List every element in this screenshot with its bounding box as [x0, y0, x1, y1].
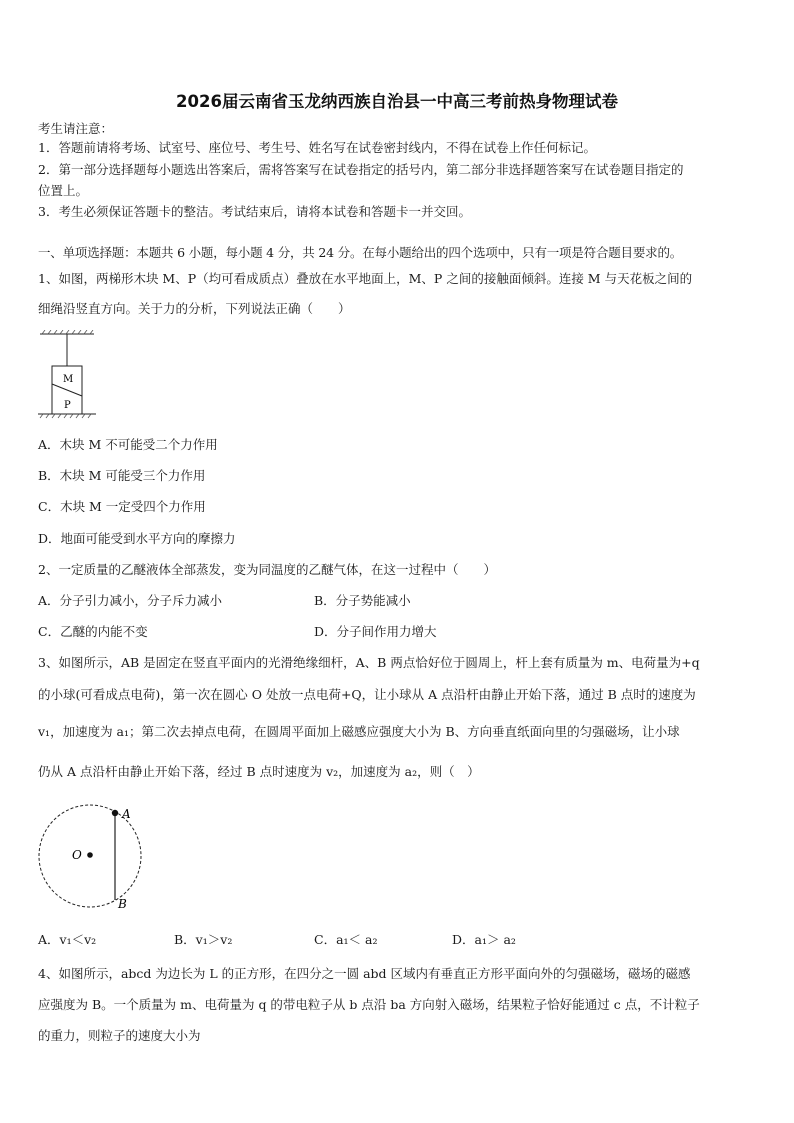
- notice-heading: 考生请注意：: [38, 121, 114, 136]
- q4-stem-line1: 4、如图所示，abcd 为边长为 L 的正方形，在四分之一圆 abd 区域内有垂直正方形平面向外的匀强磁场，磁场的磁感: [38, 966, 691, 981]
- q1-option-c: C．木块 M 一定受四个力作用: [38, 499, 206, 514]
- notice-item-3: 3．考生必须保证答题卡的整洁。考试结束后，请将本试卷和答题卡一并交回。: [38, 204, 471, 219]
- q3-figure: [34, 804, 154, 912]
- q1-figure-label-p: P: [64, 400, 71, 411]
- q1-stem-line1: 1、如图，两梯形木块 M、P（均可看成质点）叠放在水平地面上，M、P 之间的接触面倾斜。连接 M 与天花板之间的: [38, 271, 693, 286]
- notice-item-2-cont: 位置上。: [38, 183, 89, 198]
- q3-stem-line2: 的小球(可看成点电荷)，第一次在圆心 O 处放一点电荷+Q，让小球从 A 点沿杆由静止开始下落，通过 B 点时的速度为: [38, 687, 696, 702]
- q1-option-a: A．木块 M 不可能受二个力作用: [38, 437, 218, 452]
- q3-option-a: A．v₁＜v₂: [38, 932, 97, 947]
- section-heading: 一、单项选择题：本题共 6 小题，每小题 4 分，共 24 分。在每小题给出的四个选项中，只有一项是符合题目要求的。: [38, 245, 683, 260]
- q3-figure-label-o: O: [72, 848, 82, 862]
- q2-option-d: D．分子间作用力增大: [314, 624, 437, 639]
- q3-option-b: B．v₁＞v₂: [174, 932, 233, 947]
- q1-option-b: B．木块 M 可能受三个力作用: [38, 468, 206, 483]
- q3-option-d: D．a₁＞ a₂: [452, 932, 516, 947]
- q4-stem-line3: 的重力，则粒子的速度大小为: [38, 1028, 201, 1043]
- notice-item-1: 1．答题前请将考场、试室号、座位号、考生号、姓名写在试卷密封线内，不得在试卷上作任何标记。: [38, 140, 596, 155]
- q1-figure: [36, 330, 98, 422]
- q3-stem-line1: 3、如图所示，AB 是固定在竖直平面内的光滑绝缘细杆，A、B 两点恰好位于圆周上，杆上套有质量为 m、电荷量为+q: [38, 655, 700, 670]
- q1-stem-line2: 细绳沿竖直方向。关于力的分析，下列说法正确（ ）: [38, 301, 351, 316]
- q3-stem-line3: v₁，加速度为 a₁；第二次去掉点电荷，在圆周平面加上磁感应强度大小为 B、方向垂直纸面向里的匀强磁场，让小球: [38, 724, 680, 739]
- notice-item-2: 2．第一部分选择题每小题选出答案后，需将答案写在试卷指定的括号内，第二部分非选择题答案写在试卷题目指定的: [38, 162, 684, 177]
- q2-stem: 2、一定质量的乙醚液体全部蒸发，变为同温度的乙醚气体，在这一过程中（ ）: [38, 562, 496, 577]
- q3-figure-label-b: B: [118, 897, 127, 911]
- q3-option-c: C．a₁＜ a₂: [314, 932, 378, 947]
- q2-option-c: C．乙醚的内能不变: [38, 624, 148, 639]
- q1-figure-label-m: M: [63, 374, 74, 385]
- q2-option-a: A．分子引力减小，分子斥力减小: [38, 593, 223, 608]
- page-title: 2026届云南省玉龙纳西族自治县一中高三考前热身物理试卷: [176, 92, 618, 111]
- q4-stem-line2: 应强度为 B。一个质量为 m、电荷量为 q 的带电粒子从 b 点沿 ba 方向射入磁场，结果粒子恰好能通过 c 点，不计粒子: [38, 997, 700, 1012]
- q3-stem-line4: 仍从 A 点沿杆由静止开始下落，经过 B 点时速度为 v₂，加速度为 a₂，则（ ）: [38, 764, 480, 779]
- q3-figure-label-a: A: [122, 807, 131, 821]
- q1-option-d: D．地面可能受到水平方向的摩擦力: [38, 531, 236, 546]
- q2-option-b: B．分子势能减小: [314, 593, 411, 608]
